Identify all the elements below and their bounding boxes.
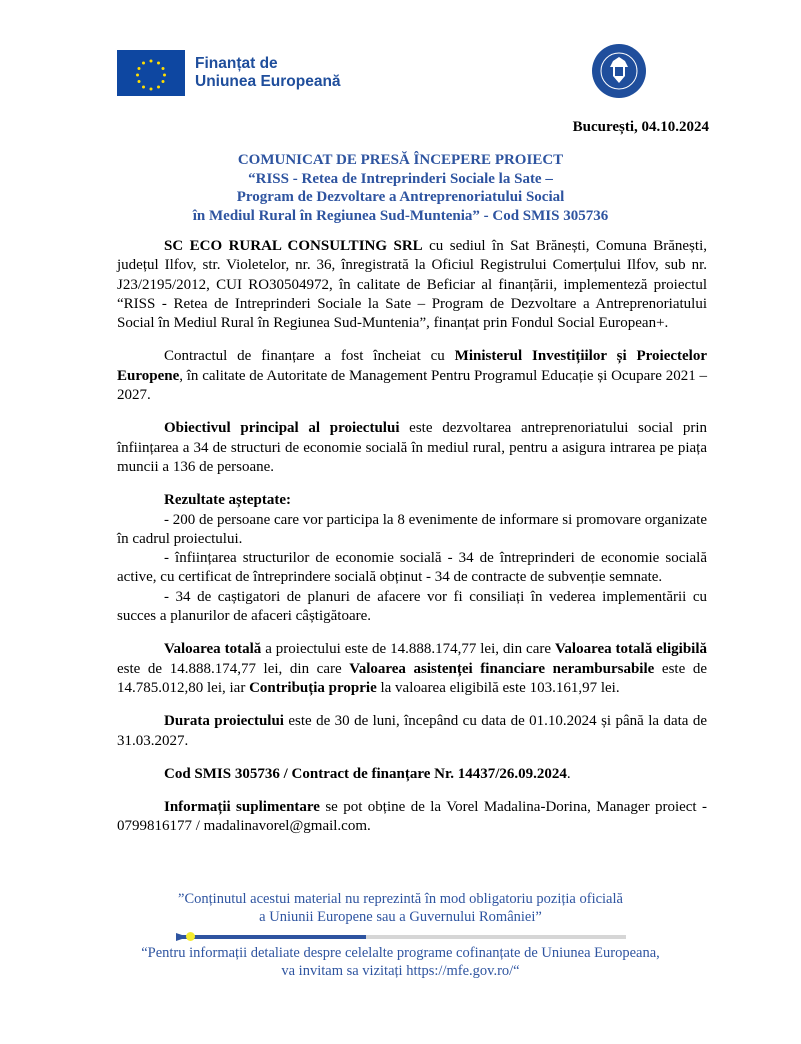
paragraph-text: este de 30 de luni, începând cu data de 01.10.2024 și până la data de 31.03.2027.	[117, 713, 707, 749]
eu-logo-text	[195, 55, 341, 91]
eu-flag-icon	[117, 50, 185, 96]
result-item: - 200 de persoane care vor participa la 8 evenimente de informare si promovare organizate în cadrul proiectului.	[117, 511, 707, 547]
paragraph-contract	[117, 347, 707, 405]
duration-label: Durata proiectului	[164, 713, 284, 730]
eligible-value-label: Valoarea totală eligibilă	[554, 641, 707, 658]
paragraph-objective	[117, 419, 707, 477]
footer-disclaimer	[0, 890, 801, 926]
own-contribution-label: Contribuția proprie	[249, 679, 377, 696]
paragraph-beneficiary	[117, 237, 707, 333]
paragraph-text: este de 14.888.174,77 lei, din care	[117, 660, 350, 677]
paragraph-value	[117, 640, 707, 698]
paragraph-text: cu sediul în Sat Brănești, Comuna Brănești, județul Ilfov, str. Violetelor, nr. 36, înregistrată la Oficiul Registrului Comerțului Ilfov, sub nr. J23/2195/2012, CUI RO30504972, în calitate de Beficiar al finanțării, implementeză proiectul “RISS - Retea de Intreprinderi Sociale la Sate – Program de Dezvoltare a Antreprenoriatului Social în Mediul Rural în Regiunea Sud-Muntenia”, finanțat prin Fondul Social European+.	[117, 238, 707, 332]
paragraph-text: , în calitate de Autoritate de Management Pentru Programul Educație și Ocupare 2021 – 2027.	[117, 367, 707, 404]
paragraph-text: a proiectului este de 14.888.174,77 lei, din care	[261, 641, 555, 658]
eu-logo-line2: Uniunea Europeană	[195, 73, 341, 90]
disclaimer-line: ”Conținutul acestui material nu reprezintă în mod obligatoriu poziția oficială	[178, 891, 623, 907]
paragraph-text: la valoarea eligibilă este 103.161,97 lei.	[376, 679, 620, 696]
paragraph-smis	[117, 765, 707, 784]
paragraph-text: Contractul de finanțare a fost încheiat cu	[164, 348, 455, 365]
ministry-name: Ministerul Investițiilor și Proiectelor Europene	[117, 348, 707, 384]
title-line: COMUNICAT DE PRESĂ ÎNCEPERE PROIECT	[237, 152, 564, 168]
footer-info	[0, 944, 801, 980]
eu-funding-logo	[117, 50, 341, 96]
paragraph-text: este dezvoltarea antreprenoriatului social prin înființarea a 34 de structuri de economie socială în mediul rural, pentru a asigura intrarea pe piața muncii a 136 de persoane.	[117, 420, 707, 475]
footer-divider	[176, 935, 626, 939]
smis-contract-code: Cod SMIS 305736 / Contract de finanțare Nr. 14437/26.09.2024	[164, 765, 567, 782]
document-date: București, 04.10.2024	[572, 119, 709, 135]
romanian-government-logo-icon	[591, 43, 647, 99]
result-item: - 34 de caștigatori de planuri de afacere vor fi consiliați în vederea implementării cu succes a planurilor de afaceri câștigătoare.	[117, 588, 707, 625]
results-heading: Rezultate așteptate:	[164, 492, 292, 509]
document-title	[0, 151, 801, 225]
paragraph-text: .	[566, 765, 571, 782]
grant-value-label: Valoarea asistenței financiare nerambursabile	[349, 660, 655, 677]
disclaimer-line: a Uniunii Europene sau a Guvernului României”	[259, 909, 542, 925]
title-line: în Mediul Rural în Regiunea Sud-Muntenia” - Cod SMIS 305736	[192, 207, 609, 224]
yellow-dot-icon	[186, 932, 195, 941]
eu-logo-line1: Finanțat de	[195, 55, 278, 72]
title-line: “RISS - Retea de Intreprinderi Sociale la Sate –	[248, 170, 553, 187]
result-item: - înființarea structurilor de economie socială - 34 de întreprinderi de economie socială active, cu certificat de întreprindere socială obținut - 34 de contracte de subvenție semnate.	[117, 550, 707, 586]
title-line: Program de Dezvoltare a Antreprenoriatului Social	[236, 189, 565, 205]
contact-text: se pot obține de la Vorel Madalina-Dorina, Manager proiect - 0799816177 / madalinavorel@gmail.com.	[117, 799, 707, 835]
paragraph-contact	[117, 798, 707, 837]
divider-blue-segment	[176, 935, 366, 939]
info-line: “Pentru informații detaliate despre celelalte programe cofinanțate de Uniunea Europeana,	[141, 945, 660, 961]
total-value-label: Valoarea totală	[164, 641, 262, 658]
paragraph-duration	[117, 712, 707, 751]
company-name: SC ECO RURAL CONSULTING SRL	[164, 238, 423, 254]
info-line: va invitam sa vizitați https://mfe.gov.ro/“	[281, 963, 520, 979]
paragraph-text: este de 14.785.012,80 lei, iar	[117, 660, 708, 696]
document-body	[117, 237, 707, 851]
objective-label: Obiectivul principal al proiectului	[164, 420, 400, 437]
contact-label: Informații suplimentare	[164, 799, 320, 816]
